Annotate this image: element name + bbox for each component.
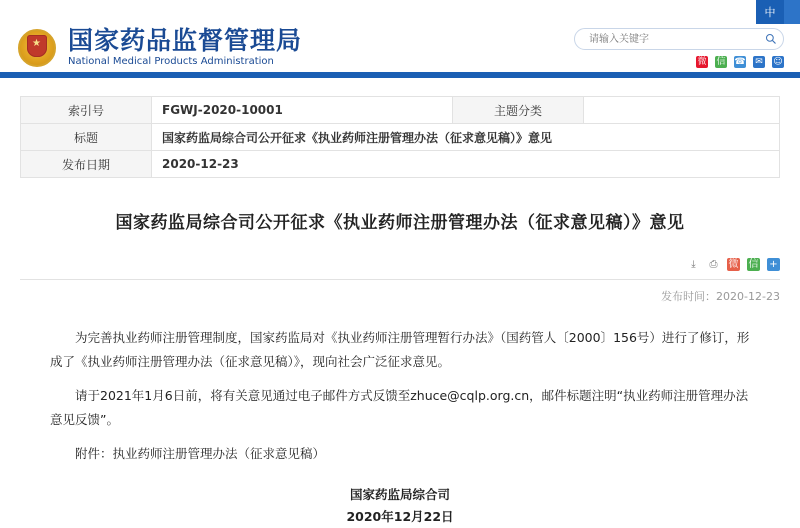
site-header [0, 24, 800, 72]
publish-date-label: 发布日期 [21, 151, 152, 178]
national-emblem-icon: ★ [16, 27, 58, 69]
article-body [50, 326, 750, 466]
article-toolbar [20, 255, 780, 280]
main-navigation-bar [0, 72, 800, 78]
share-weibo-icon[interactable]: 微 [728, 258, 739, 270]
article-paragraph: 请于2021年1月6日前，将有关意见通过电子邮件方式反馈至zhuce@cqlp.org.cn，邮件标题注明“执业药师注册管理办法意见反馈”。 [50, 388, 749, 427]
site-title-en: National Medical Products Administration [68, 56, 274, 67]
share-more-icon[interactable]: + [767, 258, 780, 271]
doc-title-value: 国家药监局综合司公开征求《执业药师注册管理办法（征求意见稿）》意见 [152, 124, 780, 151]
article-paragraph: 为完善执业药师注册管理制度，国家药监局对《执业药师注册管理暂行办法》（国药管人〔2000〕156号）进行了修订，形成了《执业药师注册管理办法（征求意见稿）》，现向社会广泛征求意见。 [50, 330, 750, 369]
site-title-cn: 国家药品监督管理局 [68, 26, 303, 55]
document-metadata-table [20, 96, 780, 178]
page-title: 国家药监局综合司公开征求《执业药师注册管理办法（征求意见稿）》意见 [115, 213, 685, 233]
mobile-icon[interactable]: ☎ [734, 57, 746, 67]
index-number-label: 索引号 [21, 97, 152, 124]
search-input[interactable] [587, 33, 765, 46]
share-wechat-icon[interactable]: 信 [748, 258, 759, 270]
top-strip [0, 0, 800, 24]
header-right-group [574, 28, 784, 68]
signature-block [50, 484, 750, 528]
article-attachment-line[interactable]: 附件：执业药师注册管理办法（征求意见稿） [75, 446, 326, 461]
download-icon[interactable]: ⤓ [691, 258, 696, 270]
index-number-value: FGWJ-2020-10001 [152, 97, 453, 124]
user-icon[interactable]: ☺ [773, 57, 783, 67]
print-icon[interactable]: ⎙ [709, 258, 718, 270]
doc-title-label: 标题 [21, 124, 152, 151]
mail-icon[interactable]: ✉ [753, 56, 765, 68]
publish-date-value: 2020-12-23 [152, 151, 780, 178]
site-title-group [68, 27, 302, 69]
weibo-icon[interactable]: 微 [697, 57, 707, 67]
signature-date: 2020年12月22日 [346, 509, 454, 524]
top-strip-accent [784, 0, 800, 24]
social-links [574, 56, 784, 68]
search-box[interactable] [574, 28, 784, 50]
wechat-icon[interactable]: 信 [716, 57, 726, 67]
search-icon[interactable] [765, 33, 777, 45]
language-switch-button[interactable]: 中 [756, 0, 784, 24]
subject-category-value [584, 97, 780, 124]
signature-organization: 国家药监局综合司 [349, 487, 450, 502]
subject-category-label: 主题分类 [453, 97, 584, 124]
table-row [21, 97, 780, 124]
table-row [21, 151, 780, 178]
publish-time: 发布时间：2020-12-23 [661, 290, 780, 303]
table-row [21, 124, 780, 151]
